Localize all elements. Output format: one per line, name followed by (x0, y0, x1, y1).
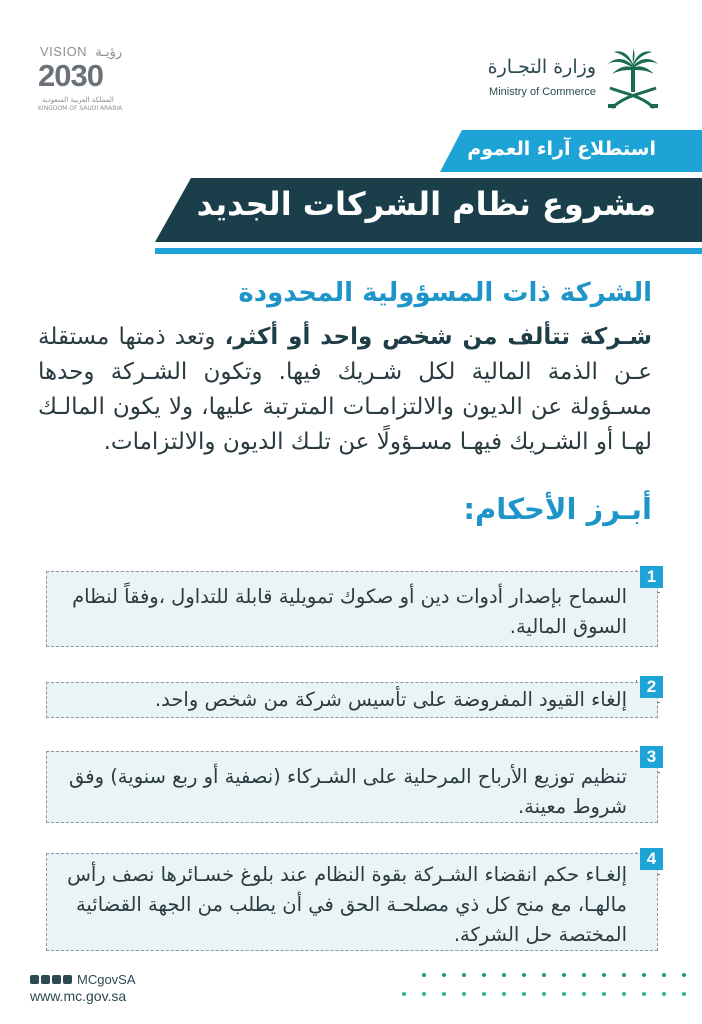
highlight-text: تنظيم توزيع الأرباح المرحلية على الشـركاء (نصفية أو ربع سنوية) وفق شروط معينة. (69, 765, 627, 818)
vision-label-ar: رؤيـة (95, 44, 123, 59)
banner-underline (155, 248, 702, 254)
twitter-icon[interactable] (30, 975, 39, 984)
vision-kingdom-ar: المملكة العربية السعودية (42, 96, 114, 104)
section-paragraph (38, 320, 652, 460)
decorative-dots (400, 970, 690, 1000)
highlight-number-badge: 2 (640, 676, 663, 698)
vision-label-en: VISION (40, 44, 88, 59)
ministry-name-ar: وزارة التجـارة (487, 56, 596, 78)
youtube-icon[interactable] (63, 975, 72, 984)
palm-swords-emblem-icon (604, 48, 662, 112)
paragraph-bold: شـركة تتألف من شخص واحد أو أكثر، (224, 324, 652, 350)
ministry-name-en: Ministry of Commerce (489, 86, 596, 98)
banner-title: مشروع نظام الشركات الجديد (196, 185, 656, 223)
section-title: الشركة ذات المسؤولية المحدودة (238, 278, 652, 308)
highlight-number-badge: 4 (640, 848, 663, 870)
social-links (30, 972, 136, 987)
highlight-item-1 (46, 571, 658, 647)
highlight-item-4 (46, 853, 658, 951)
highlight-item-3 (46, 751, 658, 823)
website-link[interactable]: www.mc.gov.sa (30, 988, 127, 1004)
ministry-logo (402, 48, 662, 118)
vision-year: 2030 (38, 58, 103, 93)
highlight-item-2 (46, 682, 658, 718)
highlight-text: إلغاء القيود المفروضة على تأسيس شركة من شخص واحد. (154, 688, 627, 711)
highlight-number-badge: 1 (640, 566, 663, 588)
paragraph-rest: وتعد ذمتها مستقلة عـن الذمة المالية لكل شـريك فيها. وتكون الشـركة وحدها مسـؤولة عن الديون والالتزامـات المترتبة عليها، ولا يكون المالـك لهـا أو الشـريك فيهـا مسـؤولًا عن تلـك الديون والالتزامات. (38, 324, 652, 455)
vision-kingdom-en: KINGDOM OF SAUDI ARABIA (38, 105, 123, 112)
banner-subtitle: استطلاع آراء العموم (467, 138, 656, 160)
highlight-text: إلغـاء حكم انقضاء الشـركة بقوة النظام عند بلوغ خسـائرها نصف رأس مالهـا، مع منح كل ذي مصلحـة الحق في أن يطلب من الجهة القضائية المختصة حل الشركة. (67, 863, 627, 946)
social-handle[interactable]: MCgovSA (77, 972, 136, 988)
facebook-icon[interactable] (41, 975, 50, 984)
highlight-text: السماح بإصدار أدوات دين أو صكوك تمويلية قابلة للتداول ،وفقاً لنظام السوق المالية. (72, 585, 627, 638)
vision-2030-logo (30, 44, 130, 116)
highlight-number-badge: 3 (640, 746, 663, 768)
highlights-title: أبـرز الأحكام: (463, 492, 652, 526)
instagram-icon[interactable] (52, 975, 61, 984)
